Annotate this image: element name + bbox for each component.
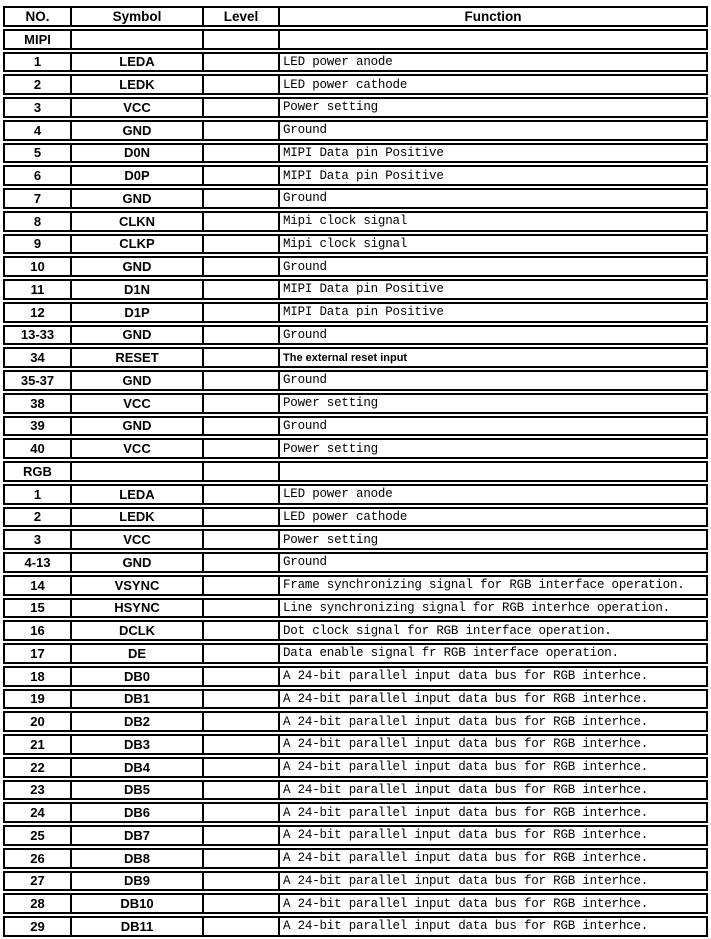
table-row: [3, 347, 708, 368]
table-row: [3, 302, 708, 323]
pin-function-cell: Line synchronizing signal for RGB interhce operation.: [278, 600, 706, 617]
pin-number-cell: 34: [30, 350, 45, 366]
table-row: [3, 97, 708, 118]
pin-number-cell: MIPI: [24, 31, 51, 47]
pin-number-cell: 21: [30, 736, 45, 752]
pin-level-cell: [202, 258, 278, 275]
pin-symbol-cell: DB0: [70, 668, 202, 685]
pin-number-cell: 20: [30, 714, 45, 730]
pin-level-cell: [202, 349, 278, 366]
pin-symbol-cell: DB5: [70, 782, 202, 799]
pin-number-cell: 11: [30, 281, 45, 297]
table-row: [3, 507, 708, 528]
table-row: [3, 416, 708, 437]
table-row: [3, 757, 708, 778]
pin-symbol-cell: [70, 31, 202, 48]
pin-symbol-cell: LEDK: [70, 509, 202, 526]
pin-function-cell: [278, 463, 706, 480]
pin-symbol-cell: GND: [70, 190, 202, 207]
pin-level-cell: [202, 145, 278, 162]
pin-symbol-cell: D1P: [70, 304, 202, 321]
pin-symbol-cell: GND: [70, 418, 202, 435]
pin-number-cell: 12: [30, 304, 45, 320]
pin-function-cell: Ground: [278, 554, 706, 571]
pin-level-cell: [202, 395, 278, 412]
pin-number-cell: 5: [33, 145, 42, 161]
pin-level-cell: [202, 509, 278, 526]
pin-level-cell: [202, 691, 278, 708]
section-row: [3, 461, 708, 482]
pin-function-cell: LED power cathode: [278, 76, 706, 93]
pin-level-cell: [202, 440, 278, 457]
pin-symbol-cell: DB8: [70, 850, 202, 867]
pin-level-cell: [202, 31, 278, 48]
pin-level-cell: [202, 918, 278, 935]
pin-number-cell: 14: [30, 577, 45, 593]
pin-level-cell: [202, 895, 278, 912]
pin-function-cell: A 24-bit parallel input data bus for RGB interhce.: [278, 782, 706, 799]
pin-number-cell: 6: [33, 168, 42, 184]
pin-level-cell: [202, 531, 278, 548]
pin-function-cell: Ground: [278, 258, 706, 275]
pin-symbol-cell: RESET: [70, 349, 202, 366]
table-row: [3, 689, 708, 710]
pin-symbol-cell: DB9: [70, 873, 202, 890]
pin-number-cell: 38: [30, 395, 45, 411]
pin-number-cell: 25: [30, 827, 45, 843]
pin-function-cell: MIPI Data pin Positive: [278, 281, 706, 298]
pin-symbol-cell: CLKN: [70, 213, 202, 230]
pin-level-cell: [202, 304, 278, 321]
pin-number-cell: 10: [30, 259, 45, 275]
pin-function-cell: A 24-bit parallel input data bus for RGB interhce.: [278, 759, 706, 776]
pin-function-cell: Ground: [278, 190, 706, 207]
pin-number-cell: 9: [33, 236, 42, 252]
pin-symbol-cell: GND: [70, 258, 202, 275]
pin-level-cell: [202, 167, 278, 184]
pin-function-cell: A 24-bit parallel input data bus for RGB interhce.: [278, 850, 706, 867]
pin-function-cell: LED power anode: [278, 486, 706, 503]
pin-function-cell: A 24-bit parallel input data bus for RGB interhce.: [278, 691, 706, 708]
pin-level-cell: [202, 827, 278, 844]
pin-number-cell: 39: [30, 418, 45, 434]
table-row: [3, 484, 708, 505]
pin-number-cell: 24: [30, 805, 45, 821]
pin-function-cell: Ground: [278, 327, 706, 344]
pin-function-cell: Frame synchronizing signal for RGB interface operation.: [278, 577, 706, 594]
pin-number-cell: 28: [30, 896, 45, 912]
pin-symbol-cell: DB2: [70, 713, 202, 730]
pin-number-cell: 23: [30, 782, 45, 798]
pin-symbol-cell: GND: [70, 122, 202, 139]
table-row: [3, 620, 708, 641]
pin-function-cell: Dot clock signal for RGB interface operation.: [278, 622, 706, 639]
pin-function-table: [3, 6, 708, 937]
pin-symbol-cell: VCC: [70, 440, 202, 457]
pin-number-cell: 2: [33, 509, 42, 525]
pin-symbol-cell: DB3: [70, 736, 202, 753]
pin-function-cell: A 24-bit parallel input data bus for RGB interhce.: [278, 736, 706, 753]
pin-number-cell: 16: [30, 623, 45, 639]
pin-symbol-cell: DB11: [70, 918, 202, 935]
pin-function-cell: Ground: [278, 122, 706, 139]
pin-level-cell: [202, 759, 278, 776]
pin-level-cell: [202, 281, 278, 298]
pin-function-cell: Ground: [278, 372, 706, 389]
table-row: [3, 234, 708, 255]
pin-symbol-cell: DB6: [70, 804, 202, 821]
table-row: [3, 575, 708, 596]
pin-number-cell: 8: [33, 213, 42, 229]
table-row: [3, 552, 708, 573]
pin-symbol-cell: LEDA: [70, 486, 202, 503]
pin-number-cell: RGB: [23, 463, 52, 479]
pin-level-cell: [202, 804, 278, 821]
pin-number-cell: 1: [33, 486, 42, 502]
pin-function-cell: Power setting: [278, 440, 706, 457]
pin-level-cell: [202, 873, 278, 890]
pin-symbol-cell: [70, 463, 202, 480]
table-row: [3, 165, 708, 186]
pin-function-cell: A 24-bit parallel input data bus for RGB interhce.: [278, 895, 706, 912]
pin-function-cell: Power setting: [278, 395, 706, 412]
pin-symbol-cell: DCLK: [70, 622, 202, 639]
pin-symbol-cell: LEDK: [70, 76, 202, 93]
table-row: [3, 643, 708, 664]
pin-level-cell: [202, 463, 278, 480]
pin-number-cell: 22: [30, 759, 45, 775]
pin-level-cell: [202, 713, 278, 730]
pin-level-cell: [202, 486, 278, 503]
pin-level-cell: [202, 213, 278, 230]
pin-symbol-cell: VCC: [70, 99, 202, 116]
pin-symbol-cell: D0N: [70, 145, 202, 162]
pin-number-cell: 17: [30, 645, 45, 661]
pin-number-cell: 29: [30, 918, 45, 934]
pin-symbol-cell: LEDA: [70, 54, 202, 71]
table-header-row: [3, 6, 708, 27]
pin-level-cell: [202, 736, 278, 753]
pin-level-cell: [202, 554, 278, 571]
pin-level-cell: [202, 600, 278, 617]
pin-symbol-cell: DE: [70, 645, 202, 662]
pin-level-cell: [202, 418, 278, 435]
table-row: [3, 666, 708, 687]
pin-function-cell: A 24-bit parallel input data bus for RGB interhce.: [278, 713, 706, 730]
pin-symbol-cell: DB10: [70, 895, 202, 912]
pin-number-cell: 1: [33, 54, 42, 70]
column-header-no: NO.: [25, 8, 50, 24]
pin-number-cell: 19: [30, 691, 45, 707]
table-row: [3, 120, 708, 141]
table-row: [3, 711, 708, 732]
pin-number-cell: 27: [30, 873, 45, 889]
pin-level-cell: [202, 782, 278, 799]
pin-level-cell: [202, 577, 278, 594]
pin-number-cell: 18: [30, 668, 45, 684]
pin-number-cell: 4: [33, 122, 42, 138]
table-row: [3, 188, 708, 209]
pin-level-cell: [202, 668, 278, 685]
table-row: [3, 393, 708, 414]
section-row: [3, 29, 708, 50]
table-row: [3, 211, 708, 232]
pin-function-cell: Mipi clock signal: [278, 236, 706, 253]
pin-function-cell: A 24-bit parallel input data bus for RGB interhce.: [278, 804, 706, 821]
table-row: [3, 325, 708, 346]
pin-function-cell: A 24-bit parallel input data bus for RGB interhce.: [278, 668, 706, 685]
pin-number-cell: 13-33: [20, 327, 55, 343]
table-row: [3, 893, 708, 914]
pin-function-cell: Ground: [278, 418, 706, 435]
pin-number-cell: 26: [30, 850, 45, 866]
pin-symbol-cell: CLKP: [70, 236, 202, 253]
pin-symbol-cell: DB7: [70, 827, 202, 844]
pin-function-cell: Power setting: [278, 531, 706, 548]
pin-level-cell: [202, 645, 278, 662]
pin-level-cell: [202, 236, 278, 253]
pin-symbol-cell: GND: [70, 372, 202, 389]
pin-symbol-cell: GND: [70, 554, 202, 571]
pin-number-cell: 15: [30, 600, 45, 616]
table-row: [3, 871, 708, 892]
pin-symbol-cell: DB4: [70, 759, 202, 776]
table-row: [3, 825, 708, 846]
table-row: [3, 848, 708, 869]
pin-function-cell: MIPI Data pin Positive: [278, 304, 706, 321]
pin-number-cell: 3: [33, 99, 42, 115]
pin-number-cell: 3: [33, 532, 42, 548]
column-header-function: Function: [278, 8, 706, 25]
table-row: [3, 802, 708, 823]
pin-level-cell: [202, 372, 278, 389]
table-row: [3, 438, 708, 459]
column-header-symbol: Symbol: [70, 8, 202, 25]
pin-level-cell: [202, 54, 278, 71]
pin-function-cell: The external reset input: [278, 349, 706, 366]
pin-level-cell: [202, 327, 278, 344]
pin-symbol-cell: DB1: [70, 691, 202, 708]
table-row: [3, 780, 708, 801]
pin-symbol-cell: VCC: [70, 531, 202, 548]
pin-function-cell: A 24-bit parallel input data bus for RGB interhce.: [278, 827, 706, 844]
pin-level-cell: [202, 122, 278, 139]
table-row: [3, 734, 708, 755]
pin-number-cell: 35-37: [20, 372, 55, 388]
pin-number-cell: 7: [33, 190, 42, 206]
pin-number-cell: 40: [30, 441, 45, 457]
column-header-level: Level: [202, 8, 278, 25]
pin-function-cell: LED power anode: [278, 54, 706, 71]
pin-function-cell: Mipi clock signal: [278, 213, 706, 230]
pin-function-cell: Data enable signal fr RGB interface operation.: [278, 645, 706, 662]
pin-function-cell: Power setting: [278, 99, 706, 116]
pin-number-cell: 4-13: [24, 554, 51, 570]
pin-symbol-cell: D1N: [70, 281, 202, 298]
pin-level-cell: [202, 622, 278, 639]
pin-function-cell: A 24-bit parallel input data bus for RGB interhce.: [278, 873, 706, 890]
pin-symbol-cell: GND: [70, 327, 202, 344]
pin-level-cell: [202, 850, 278, 867]
table-row: [3, 256, 708, 277]
table-row: [3, 279, 708, 300]
table-row: [3, 529, 708, 550]
pin-level-cell: [202, 190, 278, 207]
pin-function-cell: [278, 31, 706, 48]
table-row: [3, 52, 708, 73]
pin-symbol-cell: VCC: [70, 395, 202, 412]
table-row: [3, 916, 708, 937]
pin-number-cell: 2: [33, 77, 42, 93]
table-row: [3, 143, 708, 164]
pin-level-cell: [202, 99, 278, 116]
table-row: [3, 598, 708, 619]
table-row: [3, 370, 708, 391]
pin-symbol-cell: VSYNC: [70, 577, 202, 594]
table-row: [3, 74, 708, 95]
pin-symbol-cell: HSYNC: [70, 600, 202, 617]
pin-function-cell: MIPI Data pin Positive: [278, 167, 706, 184]
pin-symbol-cell: D0P: [70, 167, 202, 184]
pin-function-cell: LED power cathode: [278, 509, 706, 526]
pin-function-cell: MIPI Data pin Positive: [278, 145, 706, 162]
pin-level-cell: [202, 76, 278, 93]
pin-function-cell: A 24-bit parallel input data bus for RGB interhce.: [278, 918, 706, 935]
